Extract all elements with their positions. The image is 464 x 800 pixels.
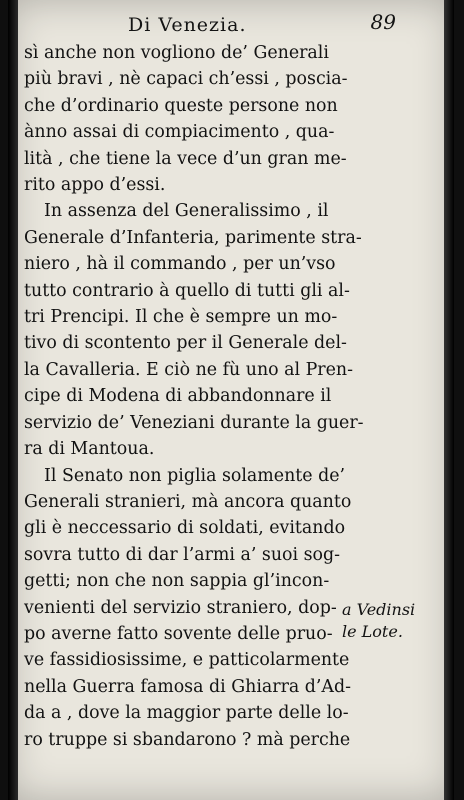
text-line: po averne fatto sovente delle pruo- [24,623,333,644]
book-page [8,0,454,800]
text-line: Generali stranieri, mà ancora quanto [24,491,352,512]
text-line: tri Prencipi. Il che è sempre un mo- [24,307,338,328]
paragraph-start-line: In assenza del Generalissimo , il [44,201,329,222]
marginal-note-line: a Vedinsi [342,600,416,619]
text-line: getti; non che non sappia gl’incon- [24,571,330,592]
page-number: 89 [370,10,396,34]
page-header [98,10,396,38]
text-line: ro truppe si sbandarono ? mà perche [24,729,351,750]
text-line: ànno assai di compiacimento , qua- [24,122,335,143]
text-line: che d’ordinario queste persone non [24,95,338,116]
text-line: sovra tutto di dar l’armi a’ suoi sog- [24,544,341,565]
page-edge-shadow-left [8,0,18,800]
text-line: da a , dove la maggior parte delle lo- [24,703,349,724]
marginal-note-line: le Lote. [342,622,403,641]
text-line: sì anche non vogliono de’ Generali [24,43,329,63]
text-line: più bravi , nè capaci ch’essi , poscia- [24,69,348,90]
text-line: la Cavalleria. E ciò ne fù uno al Pren- [24,359,353,380]
text-line: cipe di Modena di abbandonnare il [24,386,332,407]
body-text [24,40,364,753]
text-line: ra di Mantoua. [24,439,155,460]
paragraph-start-line: Il Senato non piglia solamente de’ [44,465,346,486]
text-line: rito appo d’essi. [24,175,166,196]
text-line: nella Guerra famosa di Ghiarra d’Ad- [24,676,351,697]
text-line: venienti del servizio straniero, dop- [24,597,337,618]
text-line: tutto contrario à quello di tutti gli al- [24,280,350,301]
text-line: niero , hà il commando , per un’vso [24,254,336,275]
marginal-note [342,599,415,643]
text-line: gli è neccessario di soldati, evitando [24,518,346,539]
text-line: lità , che tiene la vece d’un gran me- [24,148,347,169]
text-line: servizio de’ Veneziani durante la guer- [24,412,364,433]
text-line: Generale d’Infanteria, parimente stra- [24,227,362,248]
running-head: Di Venezia. [128,14,247,36]
text-line: tivo di scontento per il Generale del- [24,333,347,354]
text-line: ve fassidiosissime, e patticolarmente [24,650,350,671]
page-edge-shadow-right [444,0,454,800]
